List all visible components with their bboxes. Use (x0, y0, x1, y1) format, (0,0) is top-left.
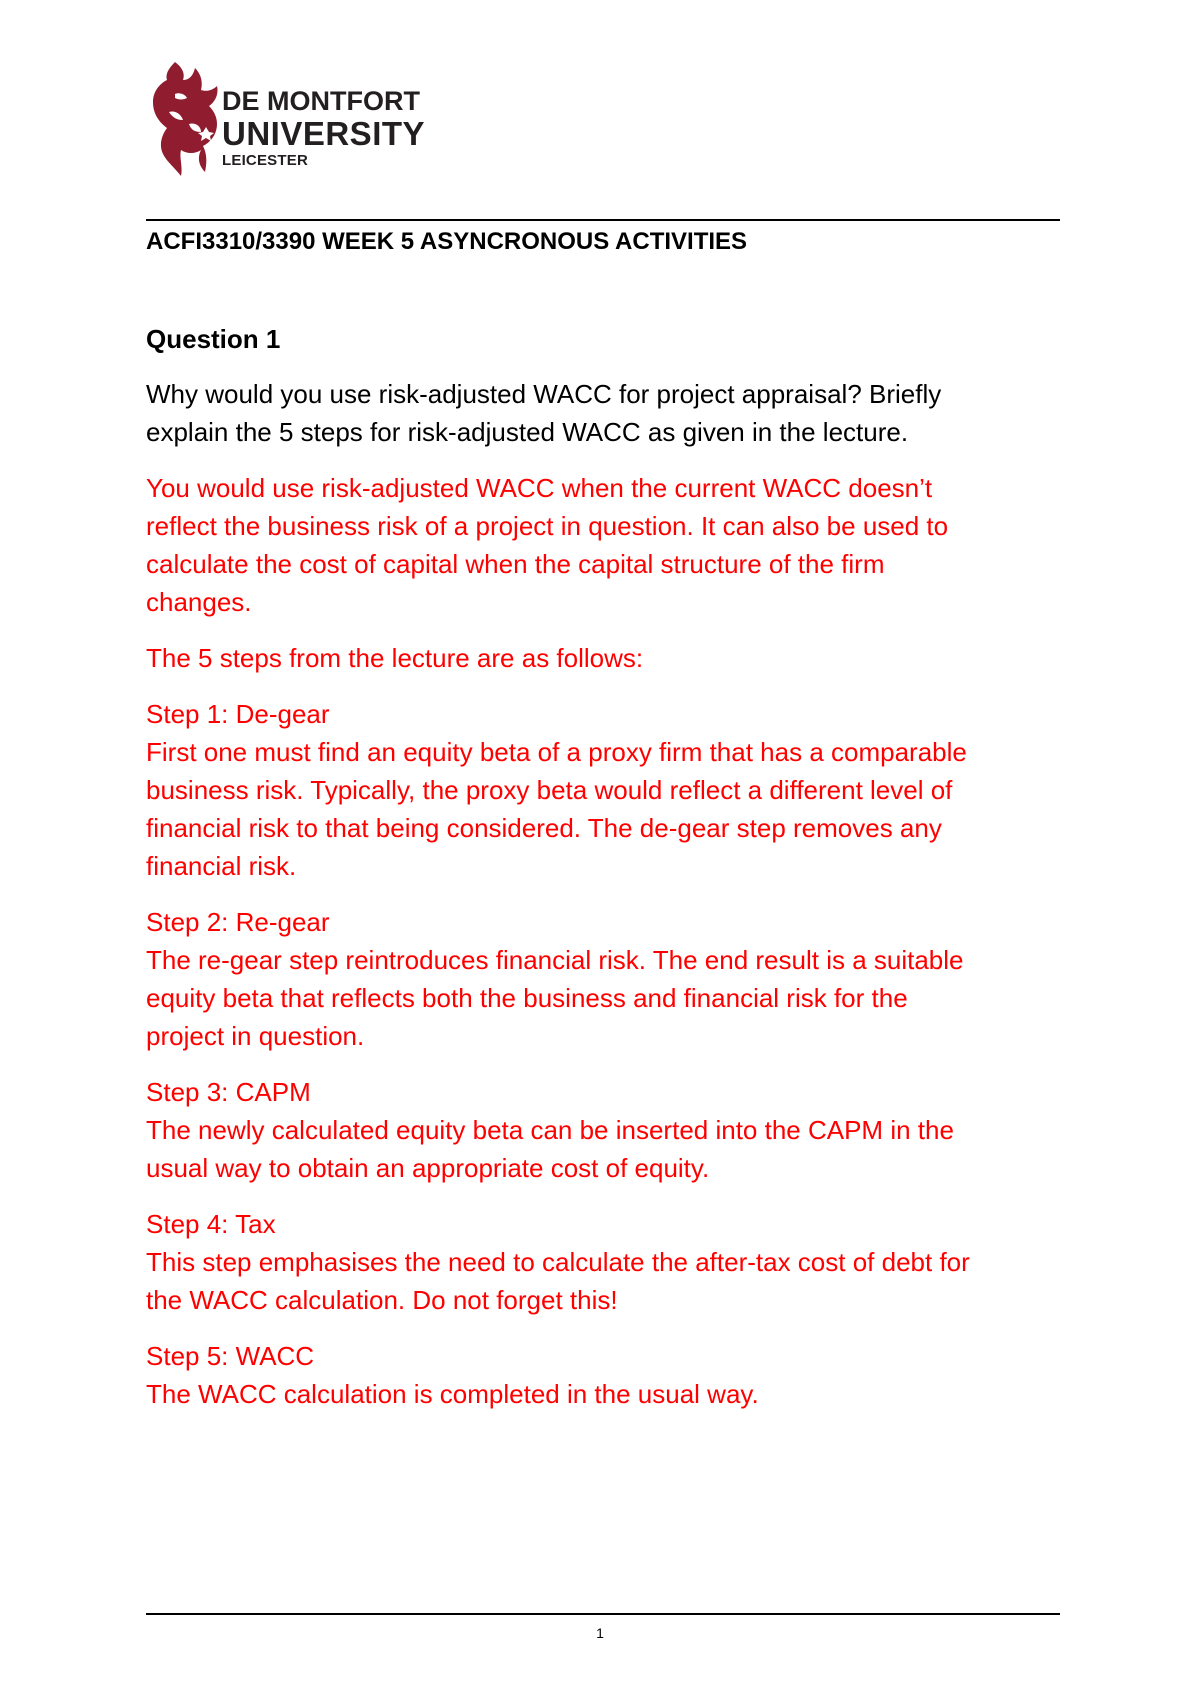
step-line: equity beta that reflects both the business and financial risk for the (146, 983, 908, 1013)
step-line: project in question. (146, 1021, 365, 1051)
logo-wordmark (222, 88, 425, 168)
step-2 (146, 903, 1066, 1055)
step-heading: Step 2: Re-gear (146, 907, 330, 937)
steps-intro-line: The 5 steps from the lecture are as follows: (146, 643, 644, 673)
steps-intro (146, 639, 1066, 677)
step-1 (146, 695, 1066, 885)
step-heading: Step 5: WACC (146, 1341, 315, 1371)
question-heading: Question 1 (146, 324, 281, 354)
step-heading: Step 3: CAPM (146, 1077, 311, 1107)
step-line: financial risk to that being considered. The de-gear step removes any (146, 813, 942, 843)
step-line: First one must find an equity beta of a proxy firm that has a comparable (146, 737, 967, 767)
answer-line: changes. (146, 587, 252, 617)
answer-line: reflect the business risk of a project in question. It can also be used to (146, 511, 949, 541)
step-heading: Step 1: De-gear (146, 699, 330, 729)
step-line: This step emphasises the need to calculate the after-tax cost of debt for (146, 1247, 970, 1277)
step-4 (146, 1205, 1066, 1319)
step-line: The WACC calculation is completed in the usual way. (146, 1379, 759, 1409)
step-line: usual way to obtain an appropriate cost of equity. (146, 1153, 710, 1183)
header-divider (146, 219, 1060, 221)
question-text (146, 375, 1066, 451)
step-line: business risk. Typically, the proxy beta would reflect a different level of (146, 775, 953, 805)
answer-line: calculate the cost of capital when the capital structure of the firm (146, 549, 885, 579)
step-line: the WACC calculation. Do not forget this! (146, 1285, 618, 1315)
document-title: ACFI3310/3390 WEEK 5 ASYNCRONOUS ACTIVITIES (146, 228, 748, 255)
step-heading: Step 4: Tax (146, 1209, 276, 1239)
question-line: explain the 5 steps for risk-adjusted WACC as given in the lecture. (146, 417, 909, 447)
logo-line-3: LEICESTER (222, 152, 308, 169)
footer-divider (146, 1613, 1060, 1615)
step-line: The newly calculated equity beta can be inserted into the CAPM in the (146, 1115, 954, 1145)
step-line: financial risk. (146, 851, 297, 881)
university-logo (145, 58, 445, 178)
logo-line-1: DE MONTFORT (222, 86, 420, 116)
answer-line: You would use risk-adjusted WACC when the current WACC doesn’t (146, 473, 933, 503)
step-5 (146, 1337, 1066, 1413)
question-line: Why would you use risk-adjusted WACC for project appraisal? Briefly (146, 379, 942, 409)
answer-intro (146, 469, 1066, 621)
page-number: 1 (596, 1625, 604, 1641)
logo-line-2: UNIVERSITY (222, 115, 426, 152)
step-3 (146, 1073, 1066, 1187)
document-body (146, 222, 1066, 1413)
step-line: The re-gear step reintroduces financial risk. The end result is a suitable (146, 945, 964, 975)
lion-emblem-icon (145, 58, 225, 178)
